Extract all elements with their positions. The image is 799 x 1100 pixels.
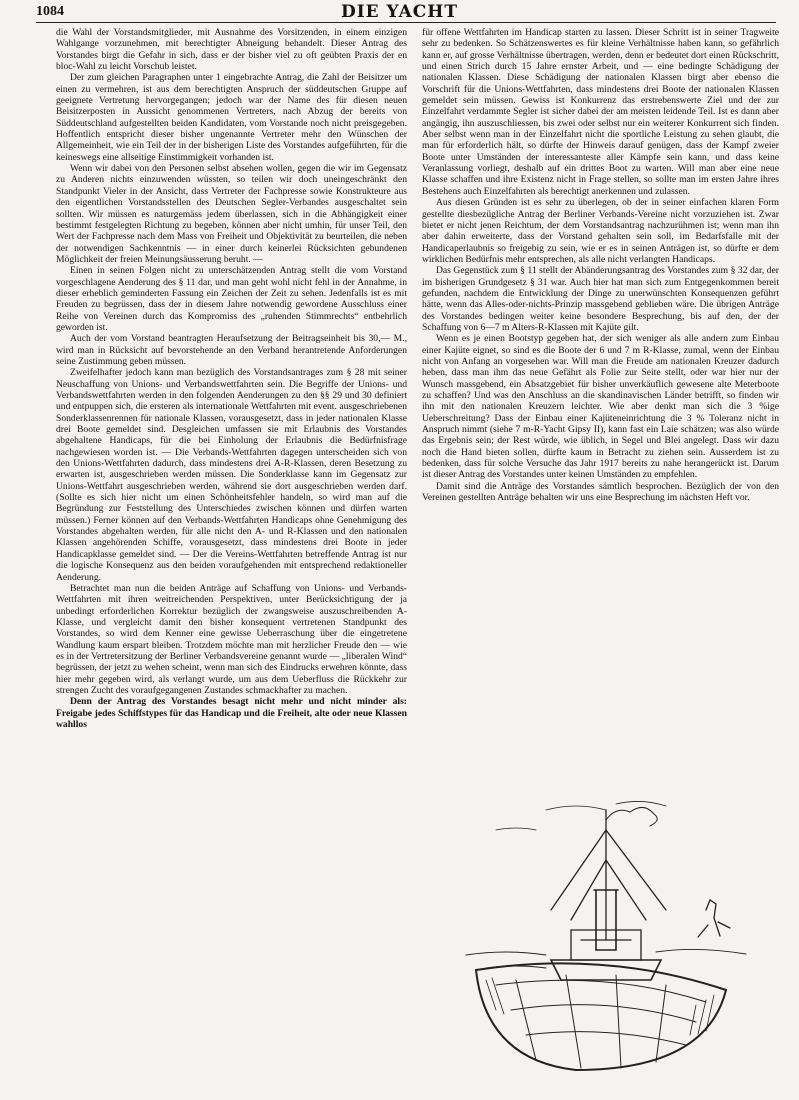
paragraph: für offene Wettfahrten im Handicap starten zu lassen. Dieser Schritt ist in seiner Tragweite sehr zu bedenken. So Schätzenswertes es für kleine Verhältnisse haben kann, so gefährlich kann er, auf grosse Verhältnisse übertragen, werden, denn er bedeutet dort einen Rückschritt, und einen Strich durch 15 Jahre ernster Arbeit, und — eine bedingte Schädigung der nationalen Klassen. Diese Schädigung der nationalen Klassen birgt aber ebenso die Vorschrift für die Unions-Wettfahrten, dass mindestens drei Boote der nationalen Klassen gemeldet sein müssen. Gewiss ist Konkurrenz das erstrebenswerte Ziel und der zur Einzelfahrt verdammte Segler ist sicher dabei der am meisten leidende Teil. Ist es dann aber angängig, ihn auszuschliessen, bis zwei oder selbst nur ein weiterer Konkurrent sich finden. Aber selbst wenn man in der Einzelfahrt nicht die sportliche Leistung zu sehen glaubt, die man für erforderlich hält, so dürfte der Hinweis darauf genügen, dass der Kampf zweier Boote unter Umständen der interessanteste aller Kämpfe sein kann, und dass keine Veranlassung vorliegt, deshalb auf ein drittes Boot zu warten. Will man aber eine neue Klasse schaffen und ihre Existenz nicht in Frage stellen, so sollte man im ersten Jahre ihres Bestehens auch Einzelfahrten als berechtigt anerkennen und zulassen.	[422, 27, 779, 197]
page-header	[0, 4, 799, 24]
paragraph: die Wahl der Vorstandsmitglieder, mit Ausnahme des Vorsitzenden, in einem einzigen Wahlgange vorzunehmen, mit berechtigter Abneigung behandelt. Dieser Antrag des Vorstandes birgt die Gefahr in sich, dass er der bisher viel zu oft geübten Praxis der en bloc-Wahl zu leicht Vorschub leistet.	[56, 27, 407, 73]
header-rule	[36, 22, 776, 23]
paragraph: Der zum gleichen Paragraphen unter 1 eingebrachte Antrag, die Zahl der Beisitzer um einen zu vermehren, ist aus dem berechtigten Anspruch der süddeutschen Gruppe auf geeignete Vertretung hervorgegangen; jedoch war der Name des für diesen neuen Beisitzerposten in Aussicht genommenen Vertreters, nach Abzug der bereits von Süddeutschland aufgestellten beiden Kandidaten, vom Vorstande noch nicht preisgegeben. Hoffentlich entspricht dieser bisher ungenannte Vertreter mehr den Wünschen der Allgemeinheit, wie ein Teil der in der bisherigen Liste des Vorstandes aufgeführten, für die keineswegs eine allseitige Einstimmigkeit vorhanden ist.	[56, 72, 407, 163]
paragraph: Wenn wir dabei von den Personen selbst absehen wollen, gegen die wir im Gegensatz zu Anderen nichts einzuwenden wüssten, so teilen wir doch uneingeschränkt den Standpunkt Vieler in der Ansicht, dass Vertreter der Fachpresse sowie Konstrukteure aus den eigentlichen Vorstandsstellen des Deutschen Segler-Verbandes ausgeschaltet sein sollten. Wir müssen es naturgemäss jedem überlassen, sich in die Abhängigkeit einer bestimmt festgelegten Richtung zu begeben, können aber nicht umhin, für unser Teil, den Wert der Fachpresse nach dem Mass von Freiheit und Objektivität zu beurteilen, die neben der notwendigen Sachkenntnis — in einer durch keinerlei Rücksichten gebundenen Möglichkeit der freien Meinungsäusserung beruht. —	[56, 163, 407, 265]
paragraph: Das Gegenstück zum § 11 stellt der Abänderungsantrag des Vorstandes zum § 32 dar, der im bisherigen Grundgesetz § 31 war. Auch hier hat man sich zum Entgegenkommen bereit gefunden, nachdem die Entwicklung der Dinge zu unerwünschten Konsequenzen geführt hätte, wenn das Alles-oder-nichts-Prinzip massgebend geblieben wäre. Die übrigen Anträge des Vorstandes bedingen weiter keine besondere Besprechung, bis auf den, der der Schaffung von 6—7 m Alters-R-Klassen mit Kajüte gilt.	[422, 265, 779, 333]
paragraph: Denn der Antrag des Vorstandes besagt nicht mehr und nicht minder als: Freigabe jedes Schiffstypes für das Handicap und die Freiheit, alte oder neue Klassen wahllos	[56, 696, 407, 730]
paragraph: Auch der vom Vorstand beantragten Heraufsetzung der Beitragseinheit bis 30,— M., wird man in Rücksicht auf bevorstehende an den Verband herantretende Anforderungen seine Zustimmung geben müssen.	[56, 333, 407, 367]
paragraph: Damit sind die Anträge des Vorstandes sämtlich besprochen. Bezüglich der von den Vereinen gestellten Anträge behalten wir uns eine Besprechung im nächsten Heft vor.	[422, 480, 779, 504]
paragraph: Zweifelhafter jedoch kann man bezüglich des Vorstandsantrages zum § 28 mit seiner Neuschaffung von Unions- und Verbandswettfahrten sein. Die Begriffe der Unions- und Verbandswettfahrten werden in den folgenden Aenderungen zu den §§ 29 und 30 definiert und entpuppen sich, die ersteren als internationale Wettfahrten mit event. ausgeschriebenen Sonderklassenrennen für nationale Klassen, vorausgesetzt, dass in jeder nationalen Klasse drei Boote gemeldet sind. Desgleichen umfassen sie mit Erlaubnis des Vorstandes abgehaltene Handicaps, für die bei Einholung der Erlaubnis die Bedürfnisfrage nachgewiesen worden ist. — Die Verbands-Wettfahrten dagegen unterscheiden sich von den Unions-Wettfahrten dadurch, dass mindestens drei A-R-Klassen, deren Besetzung zu erwarten ist, ausgeschrieben werden müssen. Die Sonderklasse kann im Gegensatz zur Unions-Wettfahrt ausgeschrieben werden, während sie dort ausgeschrieben werden darf. (Sollte es sich hier nicht um einen Schönheitsfehler handeln, so wird man auf die Begründung zur Feststellung des Unterschiedes zwischen können und dürfen warten müssen.) Ferner können auf den Verbands-Wettfahrten Handicaps ohne Genehmigung des Vorstandes abgehalten werden, für alle nicht den A- und R-Klassen und den nationalen Klassen angehörenden Schiffe, vorausgesetzt, dass mindestens drei Boote in jeder Handicapklasse gemeldet sind. — Der die Vereins-Wettfahrten betreffende Antrag ist nur die logische Konsequenz aus den beiden voraufgehenden mit entsprechend redaktioneller Aenderung.	[56, 367, 407, 583]
paragraph: Betrachtet man nun die beiden Anträge auf Schaffung von Unions- und Verbands-Wettfahrten mit ihren weitreichenden Perspektiven, unter Berücksichtigung der ja unbedingt erforderlichen Korrektur bezüglich der zwangsweise auszuschreibenden A-Klasse, und vergleicht damit den bisher konsequent vertretenen Standpunkt des Vorstandes, so wird dem Kenner eine gewisse Ueberraschung über die eingetretene Wandlung kaum erspart bleiben. Trotzdem möchte man mit herzlicher Freude den — wie es in der Vertretersitzung der Berliner Verbandsvereine genannt wurde — „liberalen Wind“ begrüssen, der jetzt zu wehen scheint, wenn man sich des Eindrucks erwehren könnte, dass hier mehr gegeben wird, als verlangt wurde, um aus dem Ueberfluss die Rückkehr zur strengen Zucht des voraufgegangenen Zustandes schmackhafter zu machen.	[56, 582, 407, 696]
running-title: DIE YACHT	[340, 2, 459, 22]
boat-illustration	[456, 790, 756, 1080]
left-column	[56, 27, 407, 1097]
paragraph: Einen in seinen Folgen nicht zu unterschätzenden Antrag stellt die vom Vorstand vorgeschlagene Aenderung des § 11 dar, und man geht wohl nicht fehl in der Annahme, in dieser erheblich geminderten Fassung ein Zeichen der Zeit zu sehen. Jedenfalls ist es mit Freuden zu begrüssen, dass der in diesem Jahre notwendig gewordene Ausschluss einer Reihe von Vereinen durch das Kompromiss des „ruhenden Stimmrechts“ entbehrlich geworden ist.	[56, 265, 407, 333]
page-number: 1084	[36, 4, 64, 19]
paragraph: Wenn es je einen Bootstyp gegeben hat, der sich weniger als alle andern zum Einbau einer Kajüte eignet, so sind es die Boote der 6 und 7 m R-Klasse, zumal, wenn der Einbau nicht von Anfang an vorgesehen war. Will man die Freude am nationalen Kreuzer dadurch heben, dass man ihm das neue Gefährt als Folie zur Seite stellt, oder war hier nur der Wunsch massgebend, ein Absatzgebiet für bisher unverkäuflich gewesene alte Meterboote zu schaffen? Und was den Anschluss an die skandinavischen Länder betrifft, so finden wir ihn mit den nationalen Kreuzern leichter. Wie aber denkt man sich die 3 %ige Ueberschreitung? Dass der Einbau einer Kajüteneinrichtung die 3 % Toleranz nicht in Anspruch nimmt (siehe 7 m-R-Yacht Gipsy II), kann fast ein Laie schätzen; was also würde das Ergebnis sein; der Rest würde, wie üblich, in Segel und Blei angelegt. Dass wir dazu noch die Hand bieten sollen, dürfte kaum in Betracht zu ziehen sein. Ausserdem ist zu bedenken, dass für solche Versuche das Jahr 1917 bereits zu nahe herangerückt ist. Darum ist dieser Antrag des Vorstandes unter keinen Umständen zu empfehlen.	[422, 333, 779, 481]
paragraph: Aus diesen Gründen ist es sehr zu überlegen, ob der in seiner einfachen klaren Form gestellte diesbezügliche Antrag der Berliner Verbands-Vereine nicht vorzuziehen ist. Zwar bietet er nicht jenen Reichtum, der dem Vorstandsantrag nachzurühmen ist; wenn man ihn aber dahin erweiterte, dass der Vorstand gehalten sein soll, im Bedarfsfalle mit der Handicaperlaubnis so freigebig zu sein, wie er es in seinen Anträgen ist, so dürfte er dem wirklichen Bedürfnis mehr entsprechen, als alle nicht verlangten Handicaps.	[422, 197, 779, 265]
right-column	[422, 27, 779, 527]
